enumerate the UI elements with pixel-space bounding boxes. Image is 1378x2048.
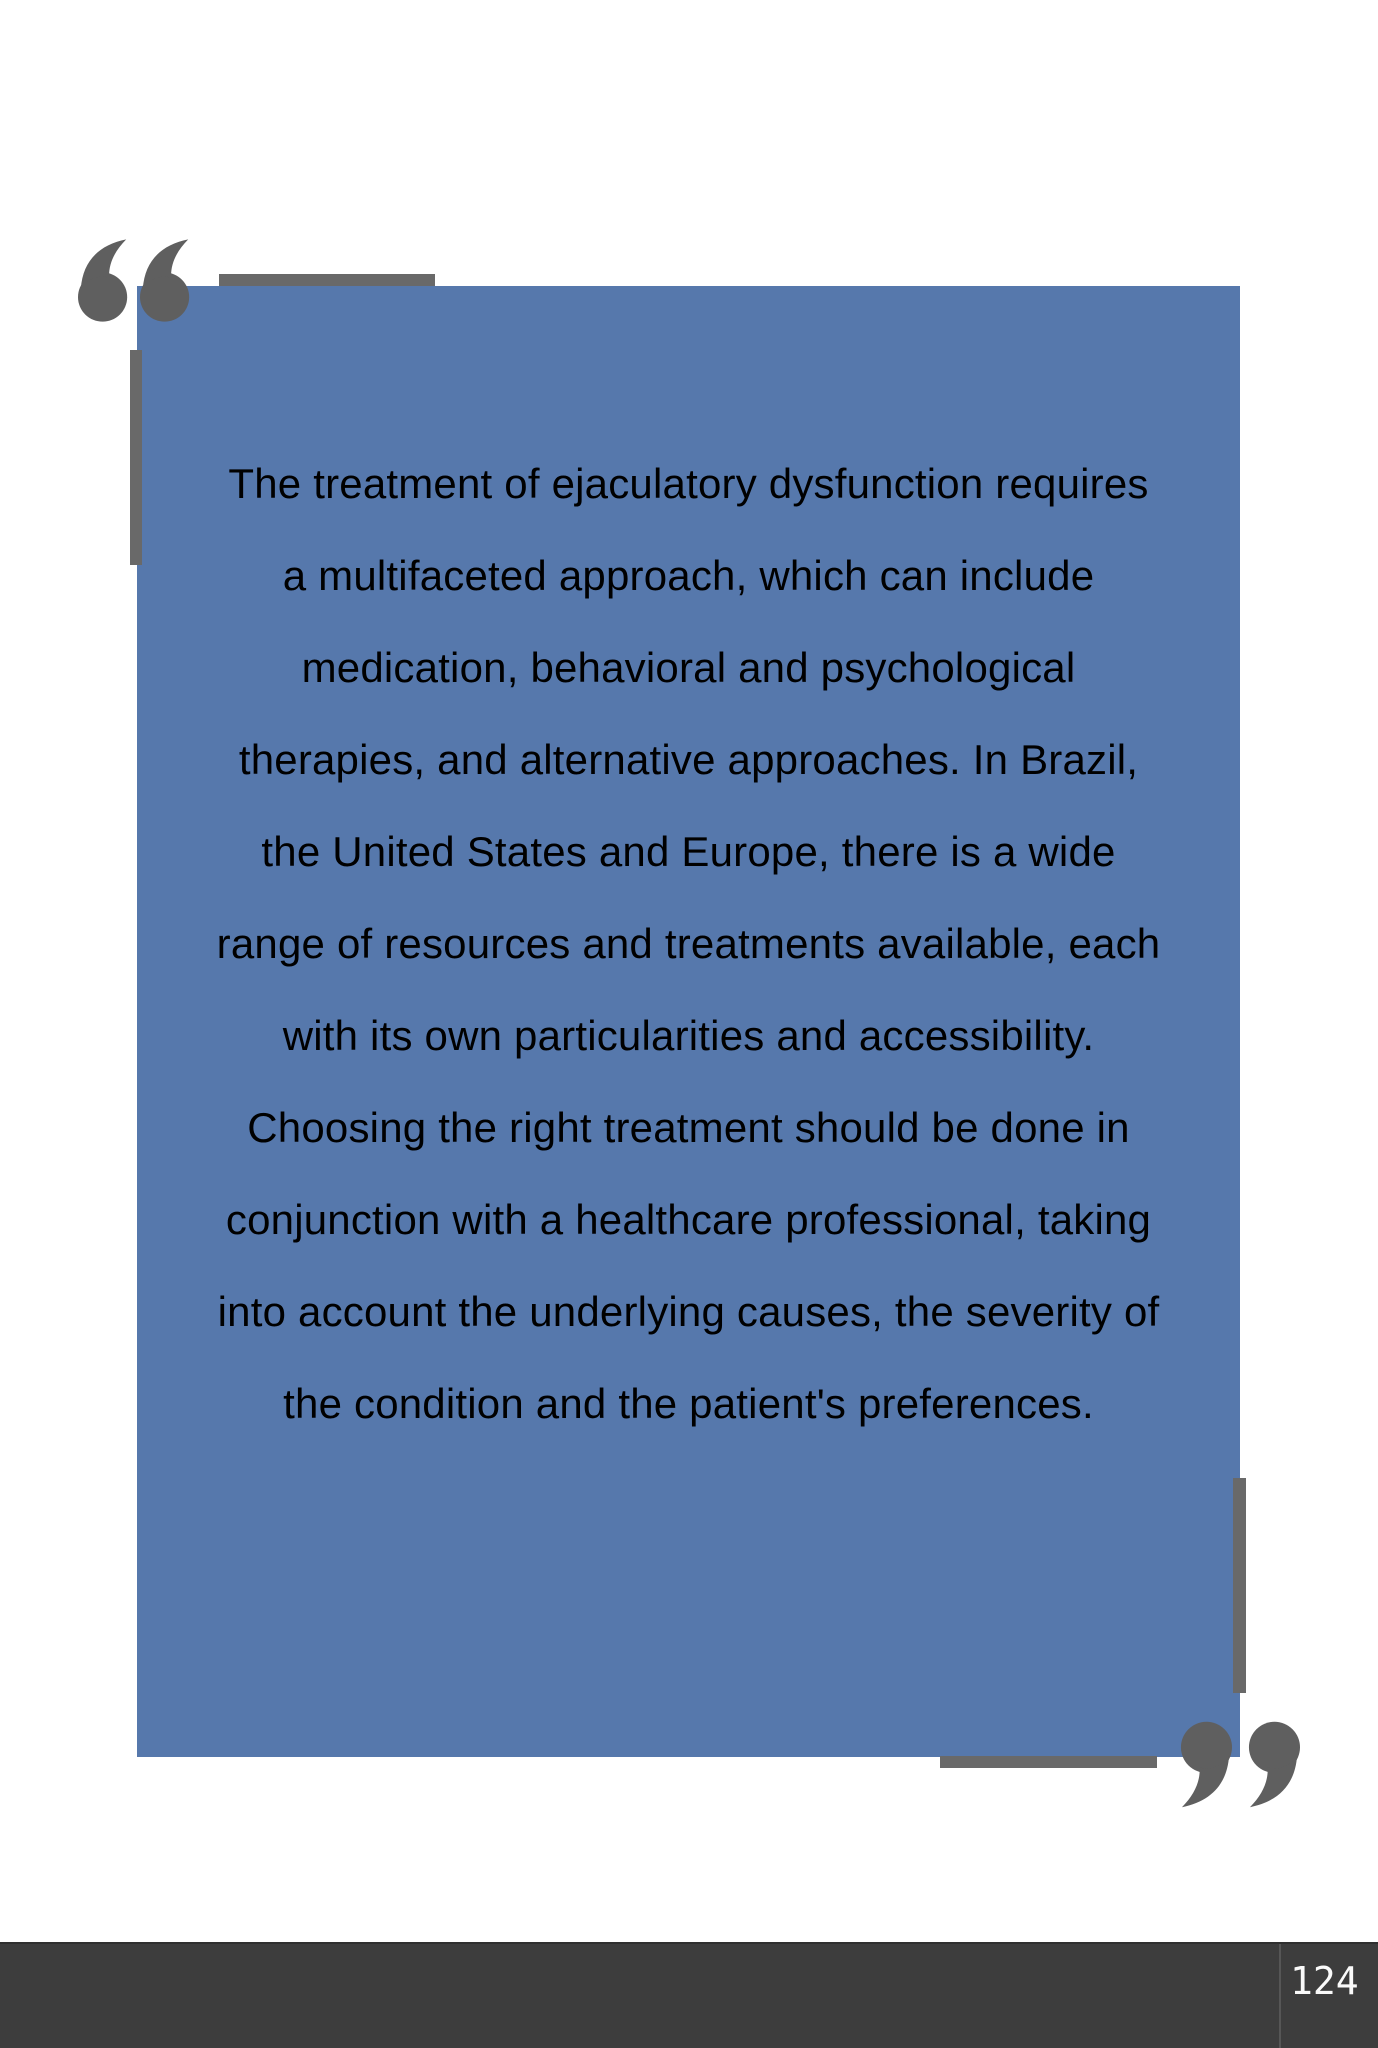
quote-panel	[137, 286, 1240, 1757]
quote-text	[117, 438, 1260, 1450]
quote-line: a multifaceted approach, which can include	[282, 552, 1095, 599]
quote-line: into account the underlying causes, the severity of	[217, 1288, 1160, 1335]
quote-line: Choosing the right treatment should be done in	[247, 1104, 1130, 1151]
quote-line: the United States and Europe, there is a wide	[261, 828, 1116, 875]
close-quote-icon	[1246, 1719, 1300, 1809]
quote-line: conjunction with a healthcare professional, taking	[225, 1196, 1152, 1243]
accent-bar-left	[130, 350, 142, 565]
close-quote-icon	[1178, 1719, 1232, 1809]
open-quote-icon	[78, 237, 130, 325]
quote-line: range of resources and treatments available, each	[216, 920, 1161, 967]
open-quote-icon	[140, 237, 192, 325]
accent-bar-top	[219, 274, 435, 286]
accent-bar-right	[1233, 1478, 1246, 1693]
footer-separator	[1279, 1944, 1281, 2048]
footer-bar	[0, 1942, 1378, 2048]
quote-line: with its own particularities and accessibility.	[282, 1012, 1095, 1059]
accent-bar-bottom	[940, 1756, 1157, 1768]
quote-line: The treatment of ejaculatory dysfunction requires	[228, 460, 1149, 507]
quote-line: therapies, and alternative approaches. In Brazil,	[238, 736, 1139, 783]
quote-line: medication, behavioral and psychological	[301, 644, 1076, 691]
quote-line: the condition and the patient's preferences.	[283, 1380, 1094, 1427]
page-number: 124	[1290, 1959, 1359, 2003]
